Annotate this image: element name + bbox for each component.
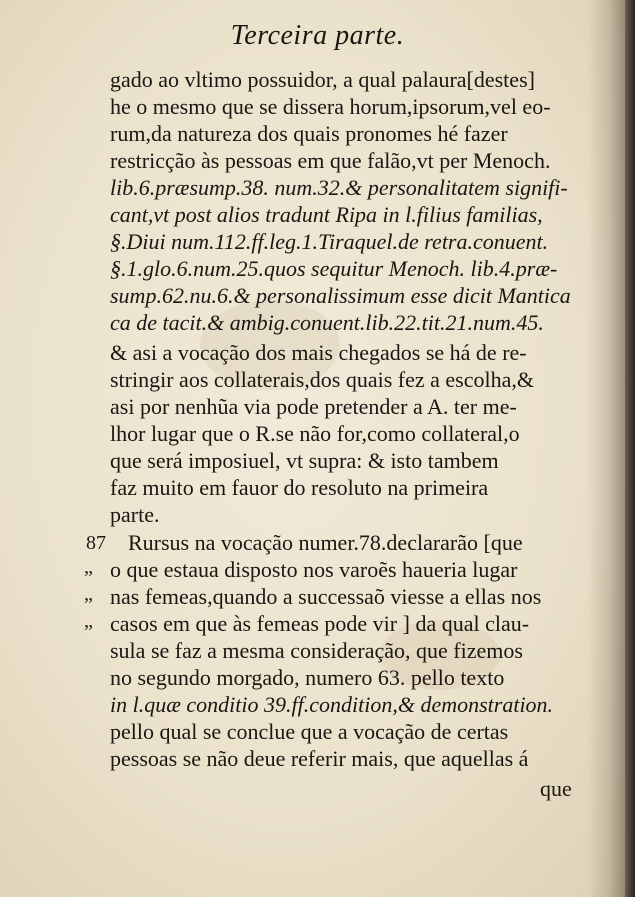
running-head: Terceira parte. [230,20,405,51]
text-line: casos em que às femeas pode vir ] da qual clau- [110,611,530,636]
text-line: he o mesmo que se dissera horum,ipsorum,vel eo- [110,94,551,119]
text-line: cant,vt post alios tradunt Ripa in l.filius familias, [110,202,543,227]
text-line: asi por nenhũa via pode pretender a A. ter me- [110,394,517,419]
margin-number: 87 [86,532,106,554]
text-line: & asi a vocação dos mais chegados se há de re- [110,340,527,365]
text-line: lib.6.præsump.38. num.32.& personalitatem signifi- [110,175,568,200]
text-line: sula se faz a mesma consideração, que fizemos [110,638,523,663]
text-line: pello qual se conclue que a vocação de certas [110,719,509,744]
catchword: que [540,776,572,801]
text-line: que será imposiuel, vt supra: & isto tambem [110,448,499,473]
text-line: parte. [110,502,160,527]
text-line: pessoas se não deue referir mais, que aquellas á [110,746,529,771]
text-line: restricção às pessoas em que falão,vt per Menoch. [110,148,551,173]
text-line: sump.62.nu.6.& personalissimum esse dicit Mantica [110,283,571,308]
text-line: no segundo morgado, numero 63. pello texto [110,665,505,690]
text-line: nas femeas,quando a successaõ viesse a ellas nos [110,584,542,609]
text-line: gado ao vltimo possuidor, a qual palaura[destes] [110,67,535,92]
page-edge [625,0,635,897]
text-line: lhor lugar que o R.se não for,como collateral,o [110,421,520,446]
margin-quote-mark: „ [84,610,93,632]
text-line: stringir aos collaterais,dos quais fez a escolha,& [110,367,534,392]
text-line: o que estaua disposto nos varoẽs haueria lugar [110,557,518,582]
text-line: in l.quæ conditio 39.ff.condition,& demonstration. [110,692,554,717]
margin-quote-mark: „ [84,583,93,605]
text-line: rum,da natureza dos quais pronomes hé fazer [110,121,508,146]
text-line: ca de tacit.& ambig.conuent.lib.22.tit.21.num.45. [110,310,544,335]
text-line: §.Diui num.112.ff.leg.1.Tiraquel.de retra.conuent. [110,229,549,254]
text-line: §.1.glo.6.num.25.quos sequitur Menoch. lib.4.præ- [110,256,558,281]
margin-quote-mark: „ [84,556,93,578]
text-line: Rursus na vocação numer.78.declararão [que [128,530,523,555]
text-line: faz muito em fauor do resoluto na primeira [110,475,489,500]
